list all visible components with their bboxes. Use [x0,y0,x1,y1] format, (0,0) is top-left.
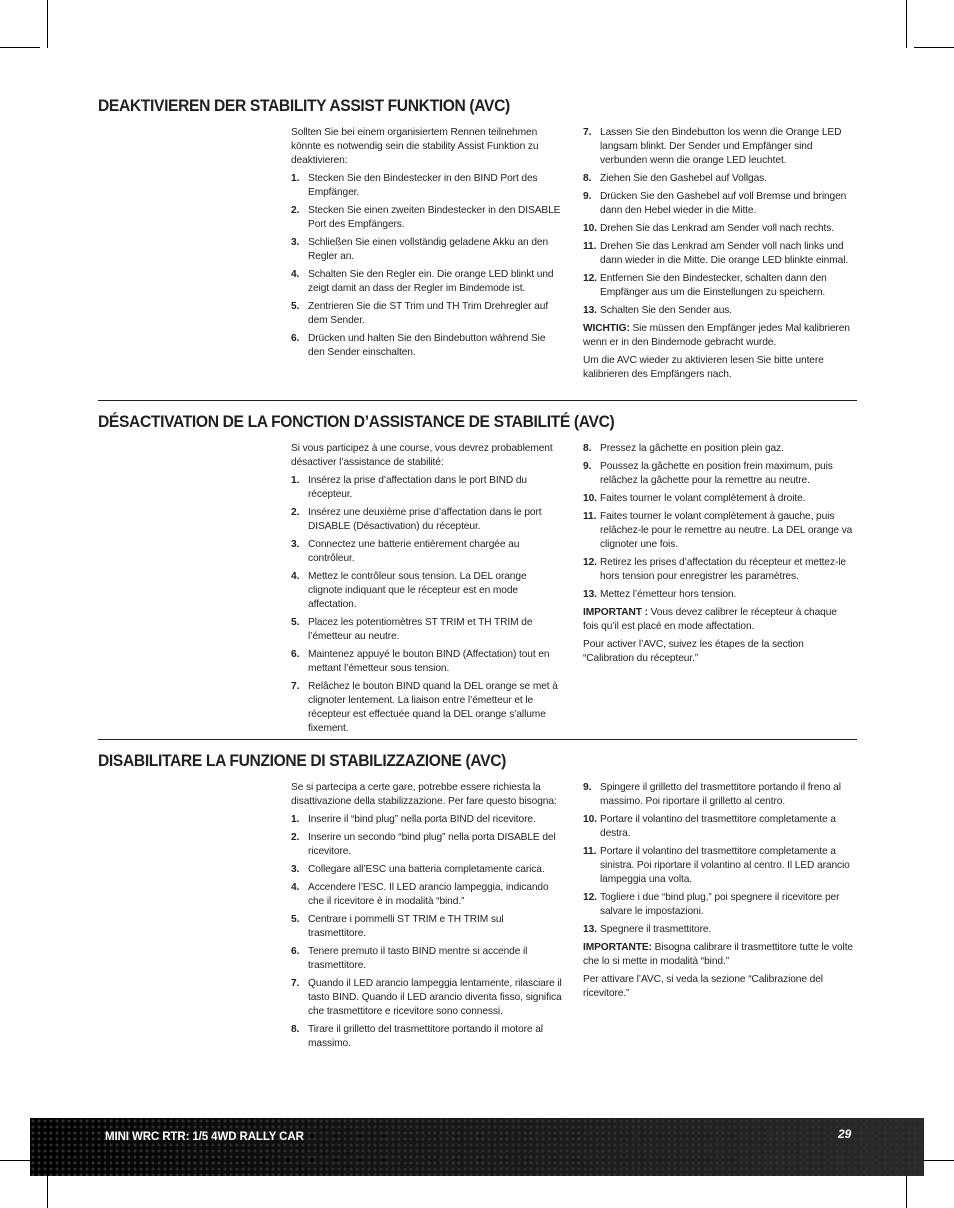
list-item: 5. Zentrieren Sie die ST Trim und TH Trim Drehregler auf dem Sender. [291,301,549,326]
step-list [291,172,563,360]
list-item: 2. Inserire un secondo “bind plug” nella porta DISABLE del ricevitore. [291,832,556,857]
list-item: 6. Maintenez appuyé le bouton BIND (Affectation) tout en mettant l’émetteur sous tension. [291,649,550,674]
left-column [291,781,563,1055]
page-number: 29 [838,1127,852,1141]
list-item: 11. Drehen Sie das Lenkrad am Sender voll nach links und dann wieder in die Mitte. Die orange LED blinkte einmal. [583,241,849,266]
list-item: 8. Ziehen Sie den Gashebel auf Vollgas. [583,173,767,184]
list-item: 2. Stecken Sie einen zweiten Bindestecker in den DISABLE Port des Empfängers. [291,205,561,230]
list-item: 6. Tenere premuto il tasto BIND mentre si accende il trasmettitore. [291,946,528,971]
section-french [98,412,857,732]
section-title: DÉSACTIVATION DE LA FONCTION D’ASSISTANCE DE STABILITÉ (AVC) [98,412,615,431]
list-item: 3. Collegare all’ESC una batteria completamente carica. [291,864,545,875]
list-item: 4. Mettez le contrôleur sous tension. La DEL orange clignote indiquant que le récepteur est en mode affectation. [291,571,527,610]
list-item: 3. Schließen Sie einen vollständig geladene Akku an den Regler an. [291,237,549,262]
list-item: 9. Drücken Sie den Gashebel auf voll Bremse und bringen dann den Hebel wieder in die Mitte. [583,191,847,216]
list-item: 4. Schalten Sie den Regler ein. Die orange LED blinkt und zeigt damit an dass der Regler im Bindemode ist. [291,269,554,294]
list-item: 2. Insérez une deuxième prise d’affectation dans le port DISABLE (Désactivation) du récepteur. [291,507,542,532]
intro-text: Se si partecipa a certe gare, potrebbe essere richiesta la disattivazione della stabilizzazione. Per fare questo bisogna: [291,782,557,807]
crop-mark [906,0,907,48]
list-item: 10. Faites tourner le volant complètement à droite. [583,493,806,504]
list-item: 12. Entfernen Sie den Bindestecker, schalten dann den Empfänger aus um die Einstellungen zu speichern. [583,273,827,298]
list-item: 9. Spingere il grilletto del trasmettitore portando il freno al massimo. Poi riportare il grilletto al centro. [583,782,841,807]
right-column [583,781,855,1005]
step-list [291,474,563,736]
list-item: 13. Spegnere il trasmettitore. [583,924,712,935]
outro-text: Pour activer l’AVC, suivez les étapes de la section “Calibration du récepteur.” [583,639,804,664]
list-item: 13. Schalten Sie den Sender aus. [583,305,732,316]
list-item: 7. Quando il LED arancio lampeggia lentamente, rilasciare il tasto BIND. Quando il LED arancio diventa fisso, significa che trasmettitore e ricevitore sono connessi. [291,978,562,1017]
list-item: 3. Connectez une batterie entièrement chargée au contrôleur. [291,539,520,564]
list-item: 10. Portare il volantino del trasmettitore completamente a destra. [583,814,836,839]
list-item: 10. Drehen Sie das Lenkrad am Sender voll nach rechts. [583,223,834,234]
list-item: 6. Drücken und halten Sie den Bindebutton während Sie den Sender einschalten. [291,333,546,358]
section-title: DISABILITARE LA FUNZIONE DI STABILIZZAZIONE (AVC) [98,751,506,770]
step-list [291,813,563,1051]
right-column [583,126,855,386]
list-item: 5. Centrare i pommelli ST TRIM e TH TRIM sul trasmettitore. [291,914,504,939]
crop-mark [0,47,40,48]
list-item: 1. Stecken Sie den Bindestecker in den BIND Port des Empfänger. [291,173,538,198]
list-item: 8. Tirare il grilletto del trasmettitore portando il motore al massimo. [291,1024,543,1049]
list-item: 8. Pressez la gâchette en position plein gaz. [583,443,784,454]
list-item: 11. Portare il volantino del trasmettitore completamente a sinistra. Poi riportare il volantino al centro. Il LED arancio lampeggia una volta. [583,846,850,885]
section-title: DEAKTIVIEREN DER STABILITY ASSIST FUNKTION (AVC) [98,96,510,115]
note-text: IMPORTANT : Vous devez calibrer le récepteur à chaque fois qu’il est placé en mode affectation. [583,607,837,632]
list-item: 1. Inserire il “bind plug” nella porta BIND del ricevitore. [291,814,536,825]
section-italian [98,751,857,1061]
left-column [291,442,563,740]
note-text: IMPORTANTE: Bisogna calibrare il trasmettitore tutte le volte che lo si mette in modalità “bind.” [583,942,853,967]
list-item: 13. Mettez l’émetteur hors tension. [583,589,737,600]
section-divider [98,739,857,740]
crop-mark [914,47,954,48]
note-text: WICHTIG: Sie müssen den Empfänger jedes Mal kalibrieren wenn er in den Bindemode gebracht wurde. [583,323,850,348]
list-item: 4. Accendere l’ESC. Il LED arancio lampeggia, indicando che il ricevitore è in modalità “bind.” [291,882,549,907]
list-item: 12. Togliere i due “bind plug,” poi spegnere il ricevitore per salvare le impostazioni. [583,892,840,917]
outro-text: Um die AVC wieder zu aktivieren lesen Sie bitte untere kalibrieren des Empfängers nach. [583,355,824,380]
list-item: 7. Relâchez le bouton BIND quand la DEL orange se met à clignoter lentement. La liaison entre l’émetteur et le récepteur est effectuée quand la DEL orange s’allume fixement. [291,681,558,734]
list-item: 12. Retirez les prises d’affectation du récepteur et mettez-le hors tension pour enregistrer les paramètres. [583,557,846,582]
intro-text: Sollten Sie bei einem organisiertem Rennen teilnehmen könnte es notwendig sein die stability Assist Funktion zu deaktivieren: [291,127,539,166]
outro-text: Per attivare l’AVC, si veda la sezione “Calibrazione del ricevitore.” [583,974,823,999]
left-column [291,126,563,364]
step-list [583,781,855,937]
footer-title: MINI WRC RTR: 1/5 4WD RALLY CAR [105,1131,304,1143]
step-list [583,442,855,602]
list-item: 5. Placez les potentiomètres ST TRIM et TH TRIM de l’émetteur au neutre. [291,617,533,642]
right-column [583,442,855,670]
list-item: 1. Insérez la prise d’affectation dans le port BIND du récepteur. [291,475,527,500]
page-footer [30,1118,924,1176]
step-list [583,126,855,318]
list-item: 11. Faites tourner le volant complètement à gauche, puis relâchez-le pour le remettre au neutre. La DEL orange va clignoter une fois. [583,511,853,550]
list-item: 9. Poussez la gâchette en position frein maximum, puis relâchez la gâchette pour la remettre au neutre. [583,461,833,486]
intro-text: Si vous participez à une course, vous devrez probablement désactiver l’assistance de stabilité: [291,443,553,468]
section-divider [98,400,857,401]
crop-mark [47,0,48,48]
section-german [98,96,857,396]
list-item: 7. Lassen Sie den Bindebutton los wenn die Orange LED langsam blinkt. Der Sender und Empfänger sind verbunden wenn die orange LED leuchtet. [583,127,842,166]
